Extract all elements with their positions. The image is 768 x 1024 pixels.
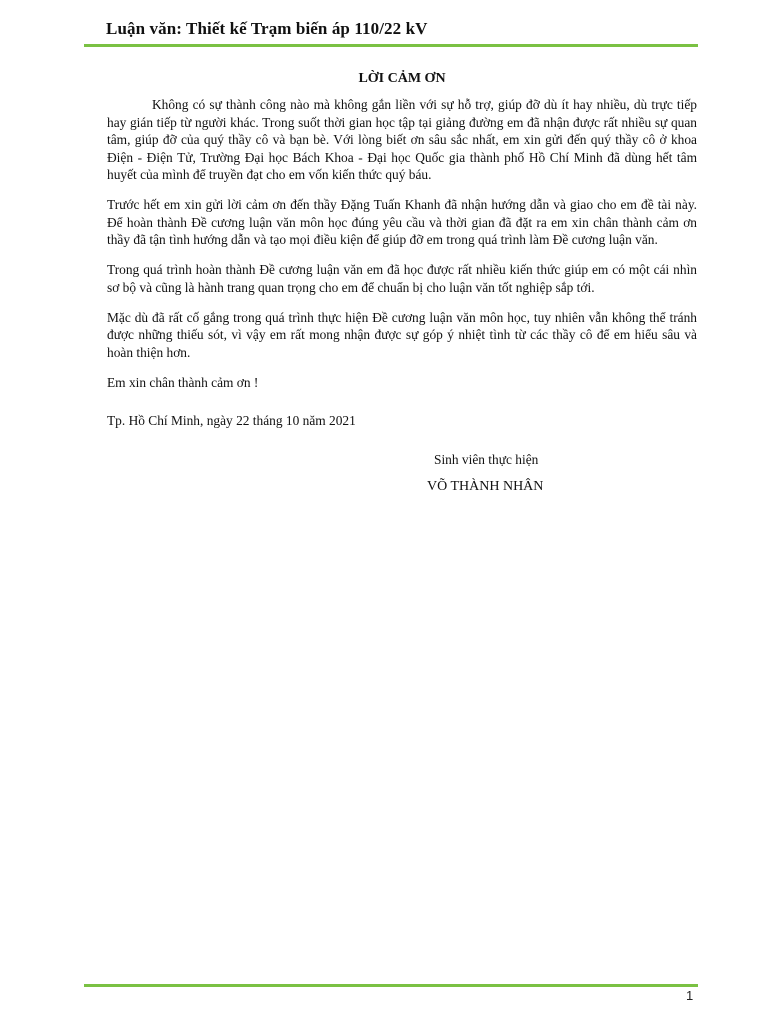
header-divider [84, 44, 698, 47]
page-number: 1 [686, 988, 694, 1003]
paragraph-2: Trước hết em xin gửi lời cảm ơn đến thầy Đặng Tuấn Khanh đã nhận hướng dẫn và giao cho em đề tài này. Để hoàn thành Đề cương luận văn môn học đúng yêu cầu và thời gian đã đặt ra em xin chân thành cảm ơn thầy đã tận tình hướng dẫn và tạo mọi điều kiện để giúp đỡ em trong quá trình làm Đề cương luận văn. [107, 197, 697, 247]
section-heading: LỜI CẢM ƠN [358, 71, 446, 86]
paragraph-1: Không có sự thành công nào mà không gắn liền với sự hỗ trợ, giúp đỡ dù ít hay nhiều, dù trực tiếp hay gián tiếp từ người khác. Trong suốt thời gian học tập tại giảng đường em đã nhận được rất nhiều sự quan tâm, giúp đỡ của quý thầy cô và bạn bè. Với lòng biết ơn sâu sắc nhất, em xin gửi đến quý thầy cô ở khoa Điện - Điện Tử, Trường Đại học Bách Khoa - Đại học Quốc gia thành phố Hồ Chí Minh đã dùng hết tâm huyết của mình để truyền đạt cho em vốn kiến thức quý báu. [107, 97, 697, 182]
date-line: Tp. Hồ Chí Minh, ngày 22 tháng 10 năm 2021 [107, 413, 356, 428]
paragraph-4: Mặc dù đã rất cố gắng trong quá trình thực hiện Đề cương luận văn môn học, tuy nhiên vẫn không thể tránh được những thiếu sót, vì vậy em rất mong nhận được sự góp ý nhiệt tình từ các thầy cô để em hiểu sâu và hoàn thiện hơn. [107, 309, 697, 360]
signer-role: Sinh viên thực hiện [434, 451, 539, 467]
document-header-title: Luận văn: Thiết kế Trạm biến áp 110/22 kV [106, 19, 428, 38]
paragraph-3: Trong quá trình hoàn thành Đề cương luận văn em đã học được rất nhiều kiến thức giúp em có một cái nhìn sơ bộ và cũng là hành trang quan trọng cho em để chuẩn bị cho luận văn tốt nghiệp sắp tới. [107, 262, 697, 295]
footer-divider [84, 984, 698, 987]
signer-name: VÕ THÀNH NHÂN [427, 478, 544, 494]
document-body [107, 70, 697, 495]
closing-line: Em xin chân thành cảm ơn ! [107, 374, 259, 390]
